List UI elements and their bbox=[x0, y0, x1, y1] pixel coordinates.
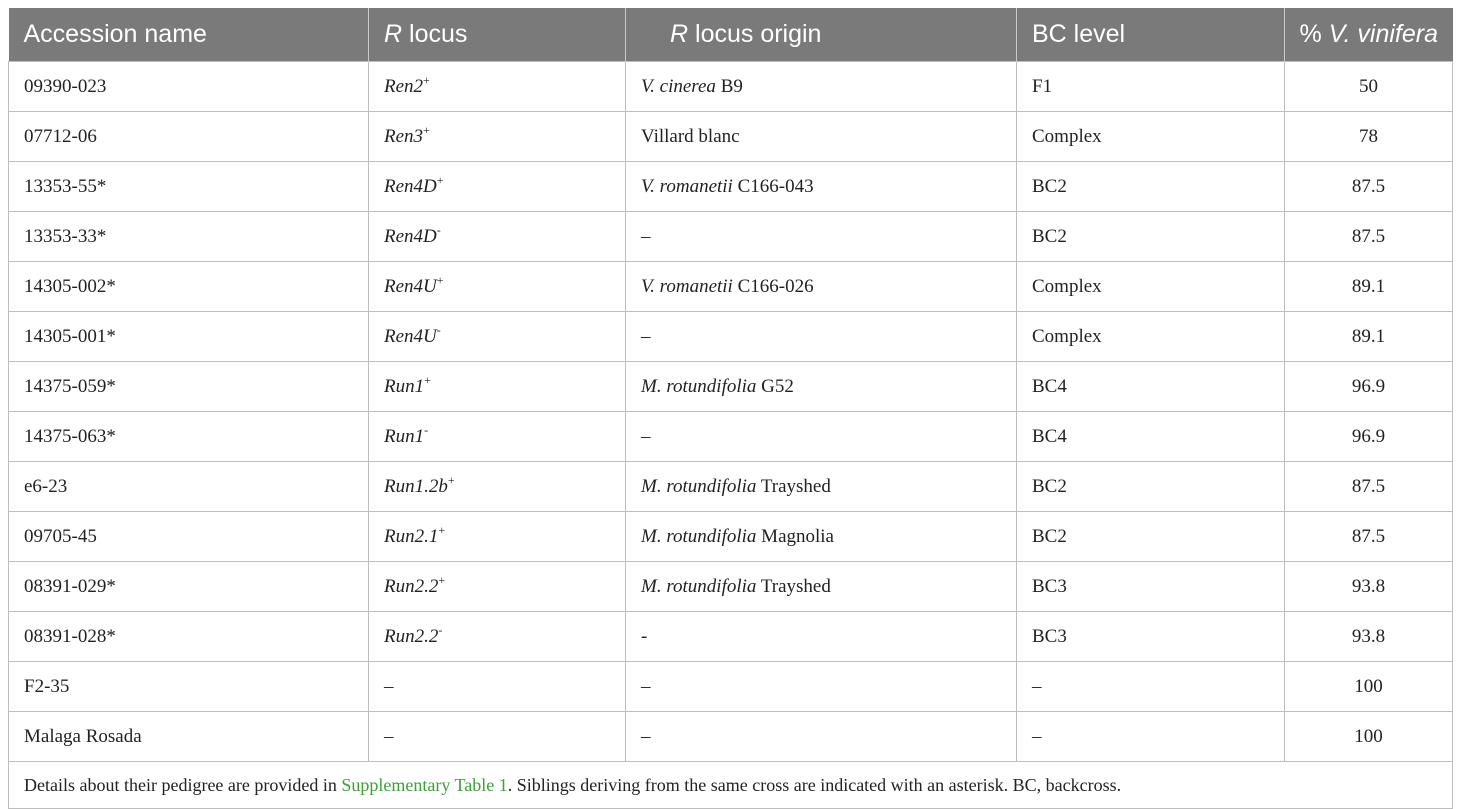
r-locus-name: Run1 bbox=[384, 375, 425, 397]
percent-vinifera: 89.1 bbox=[1351, 275, 1386, 297]
bc-level: BC2 bbox=[1032, 525, 1067, 547]
accession-name: 14305-002* bbox=[24, 275, 116, 297]
cell-accession-name bbox=[9, 662, 369, 712]
cell-accession-name bbox=[9, 112, 369, 162]
cell-percent-vinifera bbox=[1285, 462, 1453, 512]
origin-species: M. rotundifolia bbox=[641, 525, 757, 547]
origin-detail: Trayshed bbox=[756, 575, 831, 597]
header-text-part: locus bbox=[402, 20, 468, 48]
bc-level: BC4 bbox=[1032, 375, 1067, 397]
accession-name: Malaga Rosada bbox=[24, 725, 142, 747]
r-locus-name: Run2.2 bbox=[384, 625, 439, 647]
origin-species: M. rotundifolia bbox=[641, 575, 757, 597]
supplementary-table-link[interactable]: Supplementary Table 1 bbox=[341, 774, 508, 795]
header-bc-level bbox=[1017, 8, 1285, 62]
table-row bbox=[9, 512, 1453, 562]
header-row bbox=[9, 8, 1453, 62]
r-locus-superscript: + bbox=[436, 172, 444, 187]
table-row bbox=[9, 62, 1453, 112]
cell-bc-level bbox=[1017, 712, 1285, 762]
origin-detail: G52 bbox=[756, 375, 794, 397]
cell-r-locus-origin bbox=[626, 712, 1017, 762]
table-row bbox=[9, 262, 1453, 312]
r-locus-superscript: - bbox=[436, 322, 441, 337]
cell-r-locus bbox=[369, 462, 626, 512]
table-row bbox=[9, 662, 1453, 712]
accession-name: 14305-001* bbox=[24, 325, 116, 347]
footnote-text-after: . Siblings deriving from the same cross are indicated with an asterisk. BC, backcross. bbox=[507, 774, 1122, 795]
cell-r-locus-origin bbox=[626, 162, 1017, 212]
r-locus-name: Ren3 bbox=[384, 125, 424, 147]
origin-species: M. rotundifolia bbox=[641, 475, 757, 497]
table-row bbox=[9, 712, 1453, 762]
cell-bc-level bbox=[1017, 312, 1285, 362]
cell-r-locus bbox=[369, 412, 626, 462]
cell-r-locus-origin bbox=[626, 362, 1017, 412]
footnote-text-before: Details about their pedigree are provided in bbox=[24, 774, 342, 795]
bc-level: F1 bbox=[1032, 75, 1053, 97]
origin-detail: – bbox=[641, 725, 651, 747]
cell-r-locus-origin bbox=[626, 612, 1017, 662]
footnote-row bbox=[9, 762, 1453, 809]
origin-species: V. romanetii bbox=[641, 275, 733, 297]
bc-level: BC3 bbox=[1032, 575, 1067, 597]
origin-detail: C166-043 bbox=[732, 175, 814, 197]
cell-r-locus bbox=[369, 662, 626, 712]
bc-level: BC3 bbox=[1032, 625, 1067, 647]
r-locus-superscript: + bbox=[438, 572, 446, 587]
cell-percent-vinifera bbox=[1285, 562, 1453, 612]
table-container bbox=[8, 8, 1452, 809]
cell-r-locus bbox=[369, 362, 626, 412]
r-locus-name: Ren4U bbox=[384, 275, 437, 297]
cell-accession-name bbox=[9, 212, 369, 262]
accession-name: e6-23 bbox=[24, 475, 68, 497]
cell-bc-level bbox=[1017, 162, 1285, 212]
cell-r-locus-origin bbox=[626, 662, 1017, 712]
bc-level: – bbox=[1032, 725, 1042, 747]
cell-r-locus-origin bbox=[626, 562, 1017, 612]
origin-species: M. rotundifolia bbox=[641, 375, 757, 397]
r-locus-name: Run2.2 bbox=[384, 575, 439, 597]
accession-name: F2-35 bbox=[24, 675, 70, 697]
percent-vinifera: 87.5 bbox=[1351, 525, 1386, 547]
header-text-part: locus origin bbox=[688, 20, 822, 48]
origin-detail: B9 bbox=[715, 75, 743, 97]
percent-vinifera: 50 bbox=[1359, 75, 1378, 97]
origin-detail: – bbox=[641, 675, 651, 697]
origin-detail: – bbox=[641, 225, 651, 247]
cell-r-locus-origin bbox=[626, 412, 1017, 462]
cell-accession-name bbox=[9, 562, 369, 612]
percent-vinifera: 87.5 bbox=[1351, 475, 1386, 497]
r-locus-superscript: + bbox=[423, 72, 430, 87]
accession-name: 09390-023 bbox=[24, 75, 107, 97]
cell-bc-level bbox=[1017, 612, 1285, 662]
r-locus-name: Ren4D bbox=[384, 225, 437, 247]
table-row bbox=[9, 362, 1453, 412]
bc-level: Complex bbox=[1032, 125, 1102, 147]
header-text-part: % bbox=[1299, 20, 1329, 48]
table-row bbox=[9, 312, 1453, 362]
table-row bbox=[9, 612, 1453, 662]
r-locus-empty: – bbox=[384, 725, 394, 747]
table-row bbox=[9, 212, 1453, 262]
percent-vinifera: 78 bbox=[1359, 125, 1378, 147]
r-locus-superscript: + bbox=[436, 272, 444, 287]
r-locus-superscript: - bbox=[424, 422, 429, 437]
r-locus-name: Ren4D bbox=[384, 175, 437, 197]
accession-name: 09705-45 bbox=[24, 525, 97, 547]
r-locus-name: Run1 bbox=[384, 425, 425, 447]
cell-bc-level bbox=[1017, 62, 1285, 112]
origin-detail: – bbox=[641, 325, 651, 347]
header-text-part: BC level bbox=[1032, 20, 1126, 48]
cell-bc-level bbox=[1017, 562, 1285, 612]
origin-detail: C166-026 bbox=[732, 275, 814, 297]
cell-accession-name bbox=[9, 162, 369, 212]
cell-r-locus bbox=[369, 62, 626, 112]
cell-accession-name bbox=[9, 362, 369, 412]
cell-accession-name bbox=[9, 62, 369, 112]
table-row bbox=[9, 562, 1453, 612]
table-body bbox=[9, 62, 1453, 809]
cell-percent-vinifera bbox=[1285, 112, 1453, 162]
bc-level: BC2 bbox=[1032, 225, 1067, 247]
cell-r-locus bbox=[369, 562, 626, 612]
r-locus-superscript: + bbox=[424, 372, 431, 387]
cell-r-locus-origin bbox=[626, 112, 1017, 162]
cell-percent-vinifera bbox=[1285, 712, 1453, 762]
bc-level: BC4 bbox=[1032, 425, 1067, 447]
accession-name: 13353-33* bbox=[24, 225, 107, 247]
cell-accession-name bbox=[9, 312, 369, 362]
r-locus-superscript: + bbox=[423, 122, 430, 137]
accession-name: 14375-059* bbox=[24, 375, 116, 397]
cell-accession-name bbox=[9, 612, 369, 662]
origin-detail: Villard blanc bbox=[641, 125, 740, 147]
cell-accession-name bbox=[9, 712, 369, 762]
header-text-part: R bbox=[384, 20, 403, 48]
cell-r-locus bbox=[369, 512, 626, 562]
cell-r-locus-origin bbox=[626, 512, 1017, 562]
percent-vinifera: 87.5 bbox=[1351, 225, 1386, 247]
r-locus-superscript: + bbox=[447, 472, 455, 487]
accession-name: 08391-028* bbox=[24, 625, 116, 647]
r-locus-superscript: + bbox=[438, 522, 446, 537]
cell-accession-name bbox=[9, 462, 369, 512]
origin-detail: – bbox=[641, 425, 651, 447]
cell-percent-vinifera bbox=[1285, 362, 1453, 412]
cell-r-locus bbox=[369, 262, 626, 312]
r-locus-name: Run1.2b bbox=[384, 475, 448, 497]
table-row bbox=[9, 412, 1453, 462]
cell-percent-vinifera bbox=[1285, 662, 1453, 712]
cell-r-locus bbox=[369, 212, 626, 262]
cell-r-locus bbox=[369, 712, 626, 762]
cell-percent-vinifera bbox=[1285, 412, 1453, 462]
cell-percent-vinifera bbox=[1285, 262, 1453, 312]
cell-bc-level bbox=[1017, 462, 1285, 512]
cell-accession-name bbox=[9, 412, 369, 462]
cell-bc-level bbox=[1017, 212, 1285, 262]
percent-vinifera: 87.5 bbox=[1351, 175, 1386, 197]
cell-percent-vinifera bbox=[1285, 612, 1453, 662]
percent-vinifera: 93.8 bbox=[1351, 575, 1386, 597]
bc-level: Complex bbox=[1032, 325, 1102, 347]
r-locus-superscript: - bbox=[436, 222, 441, 237]
cell-r-locus bbox=[369, 312, 626, 362]
percent-vinifera: 100 bbox=[1354, 675, 1383, 697]
cell-bc-level bbox=[1017, 112, 1285, 162]
header-r-locus bbox=[369, 8, 626, 62]
percent-vinifera: 100 bbox=[1354, 725, 1383, 747]
bc-level: – bbox=[1032, 675, 1042, 697]
footnote-cell bbox=[9, 762, 1453, 809]
percent-vinifera: 96.9 bbox=[1351, 425, 1386, 447]
r-locus-name: Run2.1 bbox=[384, 525, 439, 547]
table-row bbox=[9, 162, 1453, 212]
cell-r-locus bbox=[369, 162, 626, 212]
cell-r-locus bbox=[369, 612, 626, 662]
accession-name: 14375-063* bbox=[24, 425, 116, 447]
accession-table bbox=[8, 8, 1453, 809]
origin-detail: Trayshed bbox=[756, 475, 831, 497]
percent-vinifera: 93.8 bbox=[1351, 625, 1386, 647]
cell-bc-level bbox=[1017, 512, 1285, 562]
accession-name: 08391-029* bbox=[24, 575, 116, 597]
cell-bc-level bbox=[1017, 362, 1285, 412]
cell-percent-vinifera bbox=[1285, 62, 1453, 112]
origin-detail: - bbox=[641, 625, 648, 647]
percent-vinifera: 89.1 bbox=[1351, 325, 1386, 347]
cell-accession-name bbox=[9, 512, 369, 562]
cell-percent-vinifera bbox=[1285, 312, 1453, 362]
cell-bc-level bbox=[1017, 662, 1285, 712]
cell-r-locus-origin bbox=[626, 212, 1017, 262]
cell-r-locus-origin bbox=[626, 312, 1017, 362]
cell-r-locus-origin bbox=[626, 62, 1017, 112]
cell-percent-vinifera bbox=[1285, 212, 1453, 262]
origin-species: V. cinerea bbox=[641, 75, 716, 97]
cell-percent-vinifera bbox=[1285, 512, 1453, 562]
origin-detail: Magnolia bbox=[756, 525, 834, 547]
header-text-part: Accession name bbox=[23, 20, 207, 48]
header-accession-name bbox=[9, 8, 369, 62]
header-text-part: R bbox=[670, 20, 689, 48]
header-r-locus-origin bbox=[626, 8, 1017, 62]
bc-level: BC2 bbox=[1032, 475, 1067, 497]
cell-r-locus bbox=[369, 112, 626, 162]
cell-r-locus-origin bbox=[626, 262, 1017, 312]
header-percent-vinifera bbox=[1285, 8, 1453, 62]
bc-level: Complex bbox=[1032, 275, 1102, 297]
accession-name: 13353-55* bbox=[24, 175, 107, 197]
r-locus-name: Ren4U bbox=[384, 325, 437, 347]
table-row bbox=[9, 462, 1453, 512]
cell-r-locus-origin bbox=[626, 462, 1017, 512]
cell-bc-level bbox=[1017, 412, 1285, 462]
r-locus-name: Ren2 bbox=[384, 75, 424, 97]
r-locus-empty: – bbox=[384, 675, 394, 697]
bc-level: BC2 bbox=[1032, 175, 1067, 197]
origin-species: V. romanetii bbox=[641, 175, 733, 197]
table-row bbox=[9, 112, 1453, 162]
r-locus-superscript: - bbox=[438, 622, 443, 637]
header-text-part: V. vinifera bbox=[1328, 20, 1438, 48]
cell-percent-vinifera bbox=[1285, 162, 1453, 212]
cell-bc-level bbox=[1017, 262, 1285, 312]
percent-vinifera: 96.9 bbox=[1351, 375, 1386, 397]
cell-accession-name bbox=[9, 262, 369, 312]
accession-name: 07712-06 bbox=[24, 125, 97, 147]
